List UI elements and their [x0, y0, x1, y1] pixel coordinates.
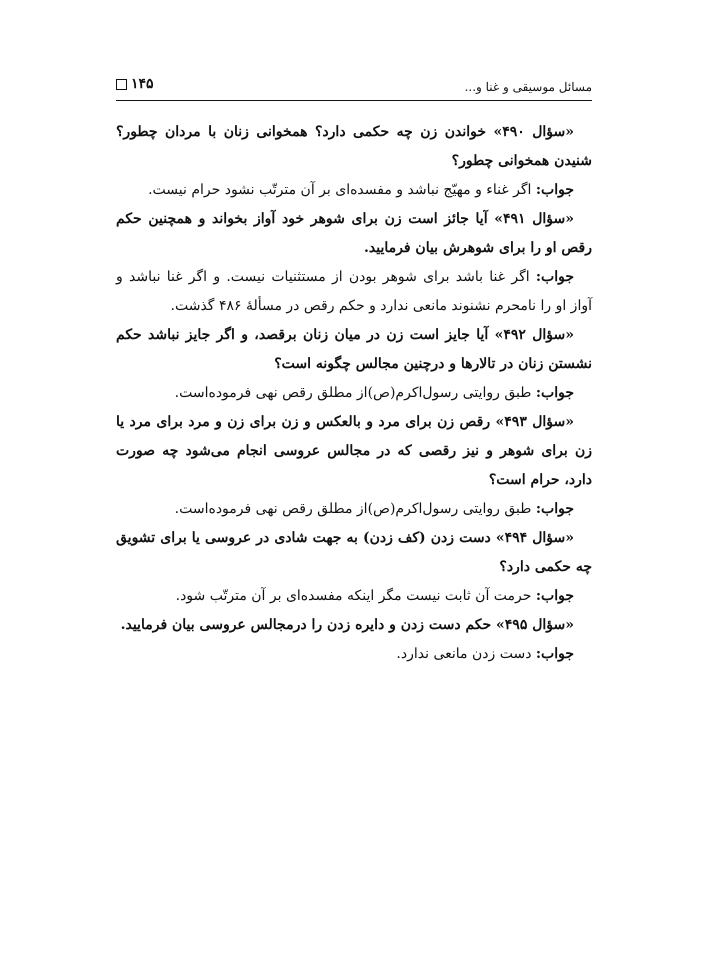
answer-text: دست زدن مانعی ندارد. [396, 646, 536, 662]
answer-label: جواب: [535, 646, 574, 662]
body-text [116, 118, 592, 669]
page-number [116, 76, 154, 92]
running-title: مسائل موسیقی و غنا و... [464, 80, 592, 94]
answer-492 [116, 379, 592, 408]
page-header [116, 76, 592, 98]
question-494: «سؤال ۴۹۴» دست زدن (کف زدن) به جهت شادی در عروسی یا برای تشویق چه حکمی دارد؟ [116, 530, 592, 575]
answer-label: جواب: [535, 385, 574, 401]
question-493: «سؤال ۴۹۳» رقص زن برای مرد و بالعکس و زن برای زن و مرد برای مرد یا زن برای شوهر و نیز رقصی که در مجالس عروسی انجام می‌شود چه صورت دارد، حرام است؟ [116, 414, 592, 488]
answer-490 [116, 176, 592, 205]
answer-491 [116, 263, 592, 321]
page-number-text: ۱۴۵ [131, 76, 154, 92]
answer-text: اگر غنا باشد برای شوهر بودن از مستثنیات نیست. و اگر غنا نباشد و آواز او را نامحرم نشنوند مانعی ندارد و حکم رقص در مسألهٔ ۴۸۶ گذشت. [116, 269, 592, 314]
answer-label: جواب: [535, 182, 574, 198]
answer-text: طبق روایتی رسول‌اکرم(ص)از مطلق رقص نهی فرموده‌است. [174, 385, 536, 401]
answer-494 [116, 582, 592, 611]
square-icon [116, 79, 127, 90]
answer-text: طبق روایتی رسول‌اکرم(ص)از مطلق رقص نهی فرموده‌است. [174, 501, 536, 517]
question-495: «سؤال ۴۹۵» حکم دست زدن و دایره زدن را درمجالس عروسی بیان فرمایید. [120, 617, 574, 633]
header-divider [116, 100, 592, 101]
question-492: «سؤال ۴۹۲» آیا جایز است زن در میان زنان برقصد، و اگر جایز نباشد حکم نشستن زنان در تالارها و درچنین مجالس چگونه است؟ [116, 327, 592, 372]
answer-label: جواب: [535, 269, 574, 285]
answer-493 [116, 495, 592, 524]
answer-label: جواب: [535, 501, 574, 517]
question-490: «سؤال ۴۹۰» خواندن زن چه حکمی دارد؟ همخوانی زنان با مردان چطور؟ شنیدن همخوانی چطور؟ [116, 124, 592, 169]
answer-text: حرمت آن ثابت نیست مگر اینکه مفسده‌ای بر آن مترتّب شود. [175, 588, 536, 604]
answer-label: جواب: [535, 588, 574, 604]
answer-text: اگر غناء و مهیّج نباشد و مفسده‌ای بر آن مترتّب نشود حرام نیست. [148, 182, 536, 198]
answer-495 [116, 640, 592, 669]
question-491: «سؤال ۴۹۱» آیا جائز است زن برای شوهر خود آواز بخواند و همچنین حکم رقص او را برای شوهرش بیان فرمایید. [116, 211, 592, 256]
